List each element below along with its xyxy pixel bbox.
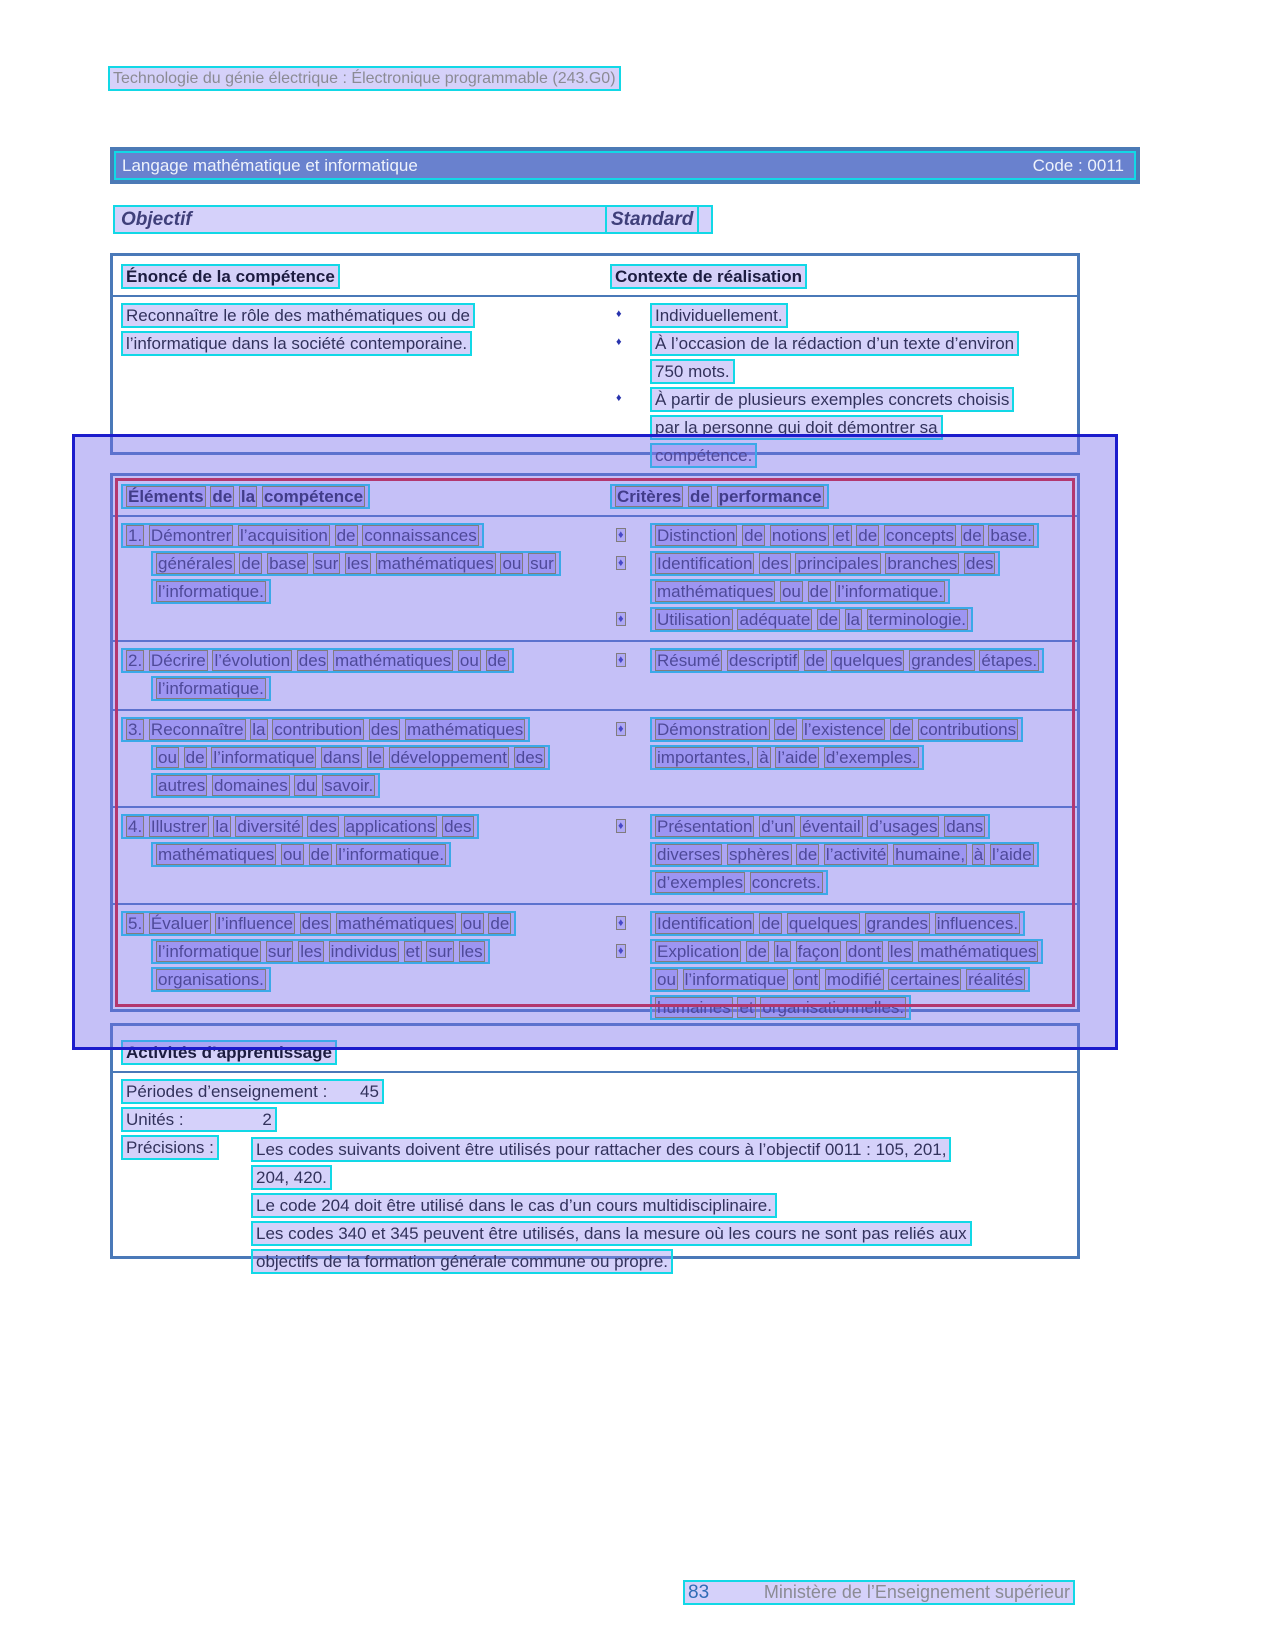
text-line-wrap [251,1165,1077,1190]
text-line: 750 mots. [650,359,735,384]
text-line-wrap [650,523,1077,548]
criteres-header [610,484,829,509]
text-line [151,551,561,576]
bullet-icon: ♦ [616,392,622,404]
word-box: influences. [936,914,1019,933]
precisions-label: Précisions : [121,1135,219,1160]
text-line-wrap [151,939,610,964]
text-line-wrap [650,331,1077,356]
word-box: l’existence [803,720,884,739]
activites-header-row [113,1026,1077,1073]
word-box: de [776,720,796,739]
text-line [121,648,514,673]
word-box: des [761,554,789,573]
word-box: l’informatique. [158,679,264,698]
word-box: mathématiques [657,582,774,601]
word-box: dont [847,942,881,961]
periodes-label: Périodes d’enseignement : [126,1082,328,1101]
word-box: terminologie. [868,610,967,629]
word-box: dans [946,817,984,836]
text-line-wrap [151,676,610,701]
word-box: l’informatique [684,970,786,989]
bullet-item [610,648,1077,673]
bullet-icon: ♦ [618,613,624,625]
text-line [650,939,1043,964]
text-line-wrap [251,1193,1077,1218]
word-box: la [240,487,256,506]
word-box: performance [718,487,822,506]
enonce-table-body [113,297,1077,471]
bullet-item [610,717,1077,770]
title-bar-annotation-box [114,151,1136,180]
word-box: et [739,998,754,1017]
text-line [121,814,479,839]
enonce-header: Énoncé de la compétence [121,264,340,289]
page-footer [683,1580,1075,1605]
precisions-label-column [121,1135,251,1277]
text-line [121,717,530,742]
enonce-table-header-row [113,256,1077,297]
word-box: ou [282,845,302,864]
text-line: Reconnaître le rôle des mathématiques ou de [121,303,475,328]
page-number: 83 [688,1582,710,1603]
elements-rows [113,517,1077,1084]
text-line-wrap [121,911,610,936]
word-box: l’informatique. [837,582,944,601]
word-box: base [269,554,306,573]
word-box: mathématiques [377,554,494,573]
text-line-wrap [650,387,1077,412]
word-box: contribution [274,720,363,739]
word-box: étapes. [981,651,1038,670]
word-box: connaissances [364,526,477,545]
periodes-line [121,1079,1077,1104]
word-box: les [347,554,369,573]
word-box: d’usages [869,817,938,836]
word-box: de [809,582,829,601]
text-line-wrap [650,814,1077,839]
text-line-wrap [650,717,1077,742]
word-box: l’évolution [214,651,291,670]
word-box: concrets. [751,873,821,892]
word-box: du [296,776,316,795]
doc-header: Technologie du génie électrique : Électronique programmable (243.G0) [108,66,621,91]
word-box: Illustrer [150,817,207,836]
text-line [650,745,924,770]
word-box: de [744,526,764,545]
text-line [650,870,828,895]
word-box: Démonstration [657,720,768,739]
word-box: diverses [657,845,721,864]
contexte-list [610,301,1077,471]
word-box: humaine, [895,845,966,864]
text-line [151,842,451,867]
word-box: mathématiques [407,720,524,739]
text-line-wrap [121,303,610,328]
word-box: les [300,942,322,961]
word-box: Identification [657,914,753,933]
text-line-wrap [121,331,610,356]
word-box: mathématiques [337,914,455,933]
word-box: et [405,942,420,961]
text-line [650,717,1023,742]
word-box: le [368,748,382,767]
text-line [151,967,271,992]
text-line [650,523,1039,548]
text-line-wrap [151,551,610,576]
word-box: l’informatique [158,942,260,961]
periodes-value: 45 [360,1082,379,1101]
word-box: grandes [866,914,929,933]
word-box: l’informatique. [158,582,264,601]
word-box: ou [781,582,801,601]
word-box: organisationnelles. [762,998,905,1017]
text-line-wrap [650,359,1077,384]
word-box: Reconnaître [150,720,244,739]
precisions-block [121,1135,1077,1277]
text-line-wrap [151,842,610,867]
word-box: ou [158,748,177,767]
criteres-list [610,715,1077,801]
word-box: 1. [128,526,143,545]
text-line-wrap [650,579,1077,604]
text-line [650,607,973,632]
text-line-wrap [151,773,610,798]
word-box: descriptif [729,651,798,670]
bullet-icon: ♦ [618,529,624,541]
word-box: de [487,651,507,670]
text-line-wrap [650,551,1077,576]
word-box: sur [267,942,292,961]
element-text [113,521,610,635]
word-box: modifié [826,970,882,989]
text-line-wrap [650,745,1077,770]
word-box: mathématiques [334,651,452,670]
word-box: mathématiques [158,845,275,864]
text-line: compétence. [650,443,757,468]
word-box: développement [390,748,507,767]
word-box: sur [314,554,339,573]
word-box: la [846,610,860,629]
word-box: base. [990,526,1032,545]
column-right [610,264,1077,289]
word-box: de [310,845,330,864]
word-box: de [819,610,838,629]
text-line [151,676,271,701]
bullet-item [610,331,1077,384]
activites-table [110,1023,1080,1271]
word-box: des [966,554,994,573]
text-line: Individuellement. [650,303,788,328]
word-box: l’informatique [213,748,315,767]
word-box: humaines [657,998,731,1017]
word-box: sur [530,554,554,573]
word-box: ou [502,554,522,573]
text-line: Les codes suivants doivent être utilisés pour rattacher des cours à l’objectif 0011 : 105, 201, [251,1137,951,1162]
table-row [113,806,1077,903]
word-box: Décrire [150,651,206,670]
word-box: de [212,487,233,506]
text-line-wrap [650,911,1077,936]
word-box: grandes [911,651,973,670]
bullet-item [610,939,1077,1020]
word-box: Éléments [128,487,204,506]
bullet-icon: ♦ [618,654,624,666]
bullet-icon: ♦ [618,945,624,957]
table-row [113,640,1077,709]
word-box: éventail [802,817,861,836]
unites-label: Unités : [126,1110,184,1129]
word-box: de [761,914,781,933]
text-line-wrap [650,870,1077,895]
activites-body [113,1073,1077,1277]
word-box: dans [323,748,361,767]
elements-header [121,484,370,509]
bullet-item [610,814,1077,895]
text-line [650,814,990,839]
text-line-wrap [650,607,1077,632]
word-box: organisations. [158,970,264,989]
word-box: Démontrer [150,526,232,545]
criteres-list [610,812,1077,898]
word-box: autres [158,776,206,795]
word-box: l’aide [777,748,818,767]
word-box: concepts [885,526,954,545]
word-box: l’aide [992,845,1032,864]
word-box: 5. [128,914,143,933]
text-line-wrap [151,579,610,604]
bullet-icon: ♦ [616,308,622,320]
word-box: branches [887,554,958,573]
text-line: Les codes 340 et 345 peuvent être utilisés, dans la mesure où les cours ne sont pas reliés aux [251,1221,972,1246]
word-box: quelques [788,914,858,933]
column-right [610,484,1077,509]
word-box: applications [345,817,436,836]
text-line: par la personne qui doit démontrer sa [650,415,943,440]
word-box: sphères [729,845,790,864]
text-line [121,911,516,936]
word-box: Identification [657,554,753,573]
word-box: d’un [761,817,794,836]
text-line-wrap [251,1137,1077,1162]
word-box: principales [797,554,879,573]
elements-table-header-row [113,476,1077,517]
word-box: adéquate [739,610,811,629]
objectif-label: Objectif [121,209,192,230]
text-line-wrap [151,745,610,770]
criteres-list [610,646,1077,704]
text-line [650,551,1000,576]
criteres-list [610,521,1077,635]
text-line [151,579,271,604]
precisions-text [251,1135,1077,1277]
word-box: de [858,526,878,545]
word-box: individus [330,942,397,961]
word-box: des [515,748,544,767]
word-box: la [775,942,789,961]
word-box: de [747,942,767,961]
word-box: Explication [657,942,740,961]
standard-label: Standard [605,205,699,234]
text-line: Le code 204 doit être utilisé dans le cas d’un cours multidisciplinaire. [251,1193,777,1218]
enonce-table [110,253,1080,465]
word-box: 2. [128,651,143,670]
word-box: des [298,651,327,670]
word-box: la [252,720,266,739]
title-bar [110,147,1140,184]
bullet-icon: ♦ [618,723,624,735]
word-box: ont [794,970,819,989]
word-box: de [241,554,261,573]
title-label: Langage mathématique et informatique [122,155,418,175]
bullet-item [610,607,1077,632]
enonce-text [113,301,610,471]
word-box: de [805,651,825,670]
text-line-wrap [650,415,1077,440]
table-row [113,517,1077,640]
word-box: Évaluer [150,914,209,933]
word-box: de [690,487,710,506]
text-line [121,523,484,548]
column-left [113,264,610,289]
bullet-icon: ♦ [618,917,624,929]
text-line [151,745,550,770]
word-box: de [185,748,205,767]
word-box: générales [158,554,233,573]
text-line [650,967,1030,992]
word-box: des [370,720,399,739]
word-box: et [835,526,850,545]
word-box: ou [657,970,676,989]
text-line-wrap [650,939,1077,964]
word-box: de [892,720,911,739]
text-line-wrap [121,717,610,742]
word-box: Résumé [657,651,721,670]
word-box: ou [462,914,482,933]
text-line: À l’occasion de la rédaction d’un texte d’environ [650,331,1019,356]
bullet-icon: ♦ [616,336,622,348]
text-line: objectifs de la formation générale commune ou propre. [251,1249,673,1274]
text-line-wrap [251,1249,1077,1274]
text-line [650,648,1044,673]
word-box: Distinction [657,526,736,545]
text-line [650,995,911,1020]
word-box: de [962,526,982,545]
unites-value: 2 [262,1110,272,1129]
text-line: l’informatique dans la société contemporaine. [121,331,472,356]
code-label: Code : 0011 [1032,155,1124,175]
word-box: 4. [128,817,143,836]
bullet-icon: ♦ [618,557,624,569]
word-box: l’influence [217,914,293,933]
bullet-item [610,303,1077,328]
text-line: À partir de plusieurs exemples concrets choisis [650,387,1014,412]
word-box: mathématiques [920,942,1037,961]
word-box: ou [459,651,479,670]
word-box: l’informatique. [338,845,445,864]
word-box: réalités [968,970,1023,989]
word-box: à [973,845,984,864]
word-box: des [301,914,330,933]
word-box: domaines [213,776,288,795]
bullet-icon: ♦ [618,820,624,832]
word-box: importantes, [657,748,751,767]
text-line [151,939,490,964]
word-box: de [490,914,510,933]
text-line [650,911,1025,936]
text-line-wrap [121,648,610,673]
text-line-wrap [650,995,1077,1020]
table-row [113,709,1077,806]
text-line-wrap [251,1221,1077,1246]
word-box: certaines [890,970,960,989]
text-line [151,773,380,798]
text-line-wrap [650,842,1077,867]
word-box: Présentation [657,817,753,836]
word-box: l’acquisition [239,526,328,545]
word-box: sur [428,942,453,961]
activites-header: Activités d’apprentissage [121,1040,337,1065]
text-line-wrap [151,967,610,992]
word-box: quelques [833,651,903,670]
word-box: 3. [128,720,143,739]
word-box: de [798,845,818,864]
ministry-label: Ministère de l’Enseignement supérieur [763,1582,1071,1602]
text-line-wrap [121,523,610,548]
text-line-wrap [650,303,1077,328]
text-line: 204, 420. [251,1165,332,1190]
word-box: l’activité [825,845,887,864]
text-line-wrap [650,443,1077,468]
unites-line [121,1107,1077,1132]
bullet-item [610,911,1077,936]
word-box: d’exemples [657,873,743,892]
word-box: la [215,817,229,836]
contexte-header: Contexte de réalisation [610,264,807,289]
word-box: de [336,526,356,545]
text-line-wrap [650,967,1077,992]
text-line-wrap [121,814,610,839]
word-box: compétence [263,487,364,506]
word-box: notions [771,526,827,545]
element-text [113,812,610,898]
word-box: façon [797,942,840,961]
word-box: les [460,942,483,961]
element-text [113,715,610,801]
word-box: Critères [617,487,682,506]
word-box: contributions [919,720,1017,739]
elements-table [110,473,1080,1017]
column-left [113,484,610,509]
word-box: à [759,748,769,767]
objectif-standard-row [113,205,713,234]
word-box: savoir. [324,776,374,795]
bullet-item [610,387,1077,468]
word-box: Utilisation [657,610,731,629]
word-box: des [444,817,472,836]
bullet-item [610,551,1077,604]
element-text [113,646,610,704]
word-box: d’exemples. [825,748,917,767]
word-box: diversité [237,817,301,836]
word-box: des [309,817,337,836]
text-line-wrap [650,648,1077,673]
word-box: les [889,942,912,961]
text-line [650,579,950,604]
bullet-item [610,523,1077,548]
text-line [650,842,1039,867]
